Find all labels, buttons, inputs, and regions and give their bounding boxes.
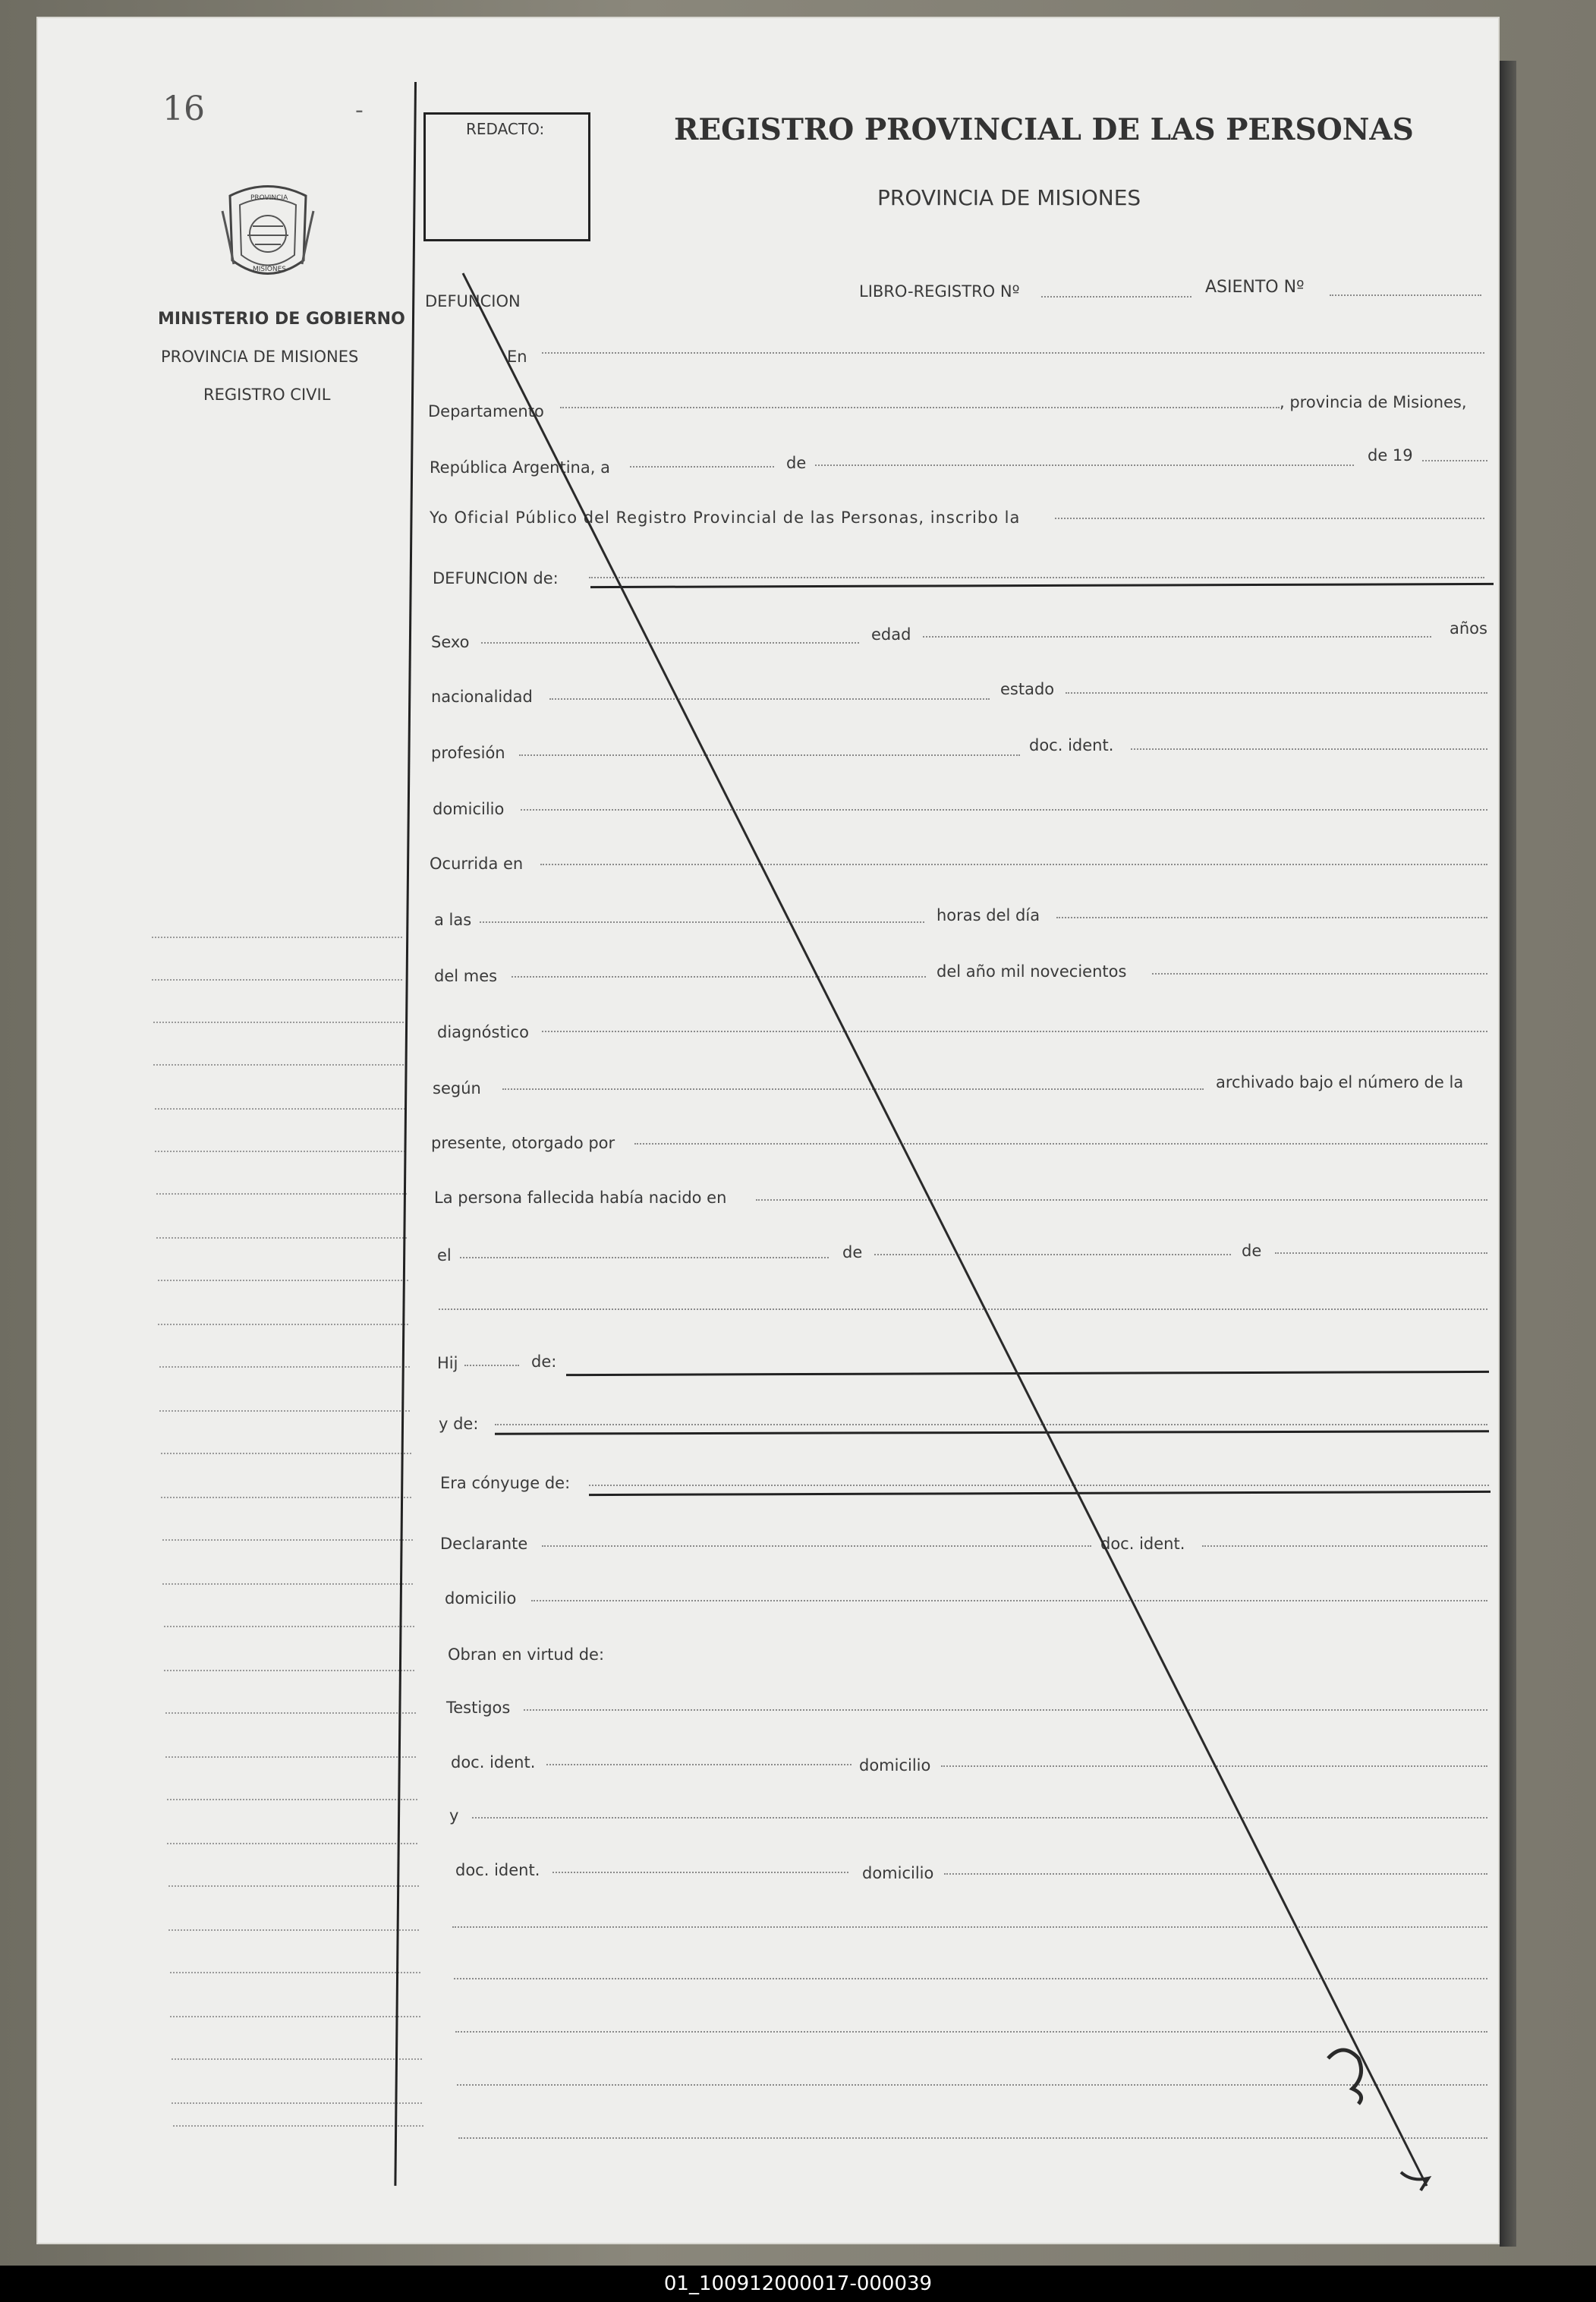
profesion-label: profesión: [431, 744, 505, 762]
doc-ident-label: doc. ident.: [1029, 736, 1114, 754]
y-de-label: y de:: [439, 1415, 479, 1433]
page-number: 16: [162, 90, 205, 128]
ocurrida-en-label: Ocurrida en: [430, 855, 524, 873]
libro-registro-label: LIBRO-REGISTRO Nº: [859, 282, 1020, 301]
seal-bottom-text: MISIONES: [253, 266, 287, 273]
departamento-label: Departamento: [428, 402, 544, 420]
presente-label: presente, otorgado por: [431, 1134, 615, 1152]
hij-de-label: de:: [531, 1353, 557, 1371]
archivado-label: archivado bajo el número de la: [1216, 1073, 1464, 1091]
province-label: PROVINCIA DE MISIONES: [161, 348, 359, 366]
seal-top-text: PROVINCIA: [250, 194, 288, 202]
declarante-doc-ident-label: doc. ident.: [1100, 1535, 1185, 1553]
nacionalidad-label: nacionalidad: [431, 688, 533, 706]
republica-de-label: de: [786, 454, 807, 472]
defuncion-de-label: DEFUNCION de:: [433, 569, 559, 587]
a-las-label: a las: [434, 911, 472, 929]
era-conyuge-label: Era cónyuge de:: [440, 1474, 571, 1492]
domicilio-label: domicilio: [433, 800, 505, 818]
republica-label: República Argentina, a: [430, 458, 610, 477]
segun-label: según: [433, 1079, 481, 1097]
defuncion-label: DEFUNCION: [425, 292, 521, 310]
obran-label: Obran en virtud de:: [448, 1645, 605, 1664]
estado-label: estado: [1000, 680, 1055, 698]
y-label: y: [449, 1806, 459, 1825]
testigo2-domicilio-label: domicilio: [862, 1864, 934, 1882]
redacto-label: REDACTO:: [466, 120, 545, 138]
testigo1-doc-ident-label: doc. ident.: [451, 1753, 536, 1771]
persona-nacido-label: La persona fallecida había nacido en: [434, 1189, 727, 1207]
declarante-domicilio-label: domicilio: [445, 1589, 517, 1608]
page-dash: -: [355, 97, 364, 124]
testigos-label: Testigos: [446, 1699, 511, 1717]
en-label: En: [507, 348, 527, 366]
anos-label: años: [1450, 619, 1487, 638]
testigo2-doc-ident-label: doc. ident.: [455, 1861, 540, 1879]
image-caption: 01_100912000017-000039: [663, 2272, 933, 2295]
declarante-label: Declarante: [440, 1535, 528, 1553]
del-ano-label: del año mil novecientos: [937, 962, 1127, 981]
registry-subtitle: PROVINCIA DE MISIONES: [877, 185, 1141, 210]
del-mes-label: del mes: [434, 967, 498, 985]
registry-title: REGISTRO PROVINCIAL DE LAS PERSONAS: [674, 112, 1414, 147]
el-de-label: de: [842, 1243, 863, 1261]
provincia-misiones-label: , provincia de Misiones,: [1280, 393, 1467, 411]
asiento-label: ASIENTO Nº: [1205, 278, 1305, 297]
el-label: el: [437, 1246, 452, 1264]
el-de-year-label: de: [1242, 1242, 1262, 1260]
hij-label: Hij: [437, 1354, 458, 1372]
yo-oficial-label: Yo Oficial Público del Registro Provincial de las Personas, inscribo la: [430, 509, 1021, 527]
horas-del-dia-label: horas del día: [937, 906, 1040, 924]
edad-label: edad: [871, 625, 911, 644]
civil-registry-label: REGISTRO CIVIL: [203, 386, 331, 404]
ministry-label: MINISTERIO DE GOBIERNO: [158, 310, 405, 329]
diagnostico-label: diagnóstico: [437, 1023, 529, 1041]
year-de19-label: de 19: [1368, 446, 1413, 464]
testigo1-domicilio-label: domicilio: [859, 1756, 931, 1775]
sexo-label: Sexo: [431, 633, 470, 651]
